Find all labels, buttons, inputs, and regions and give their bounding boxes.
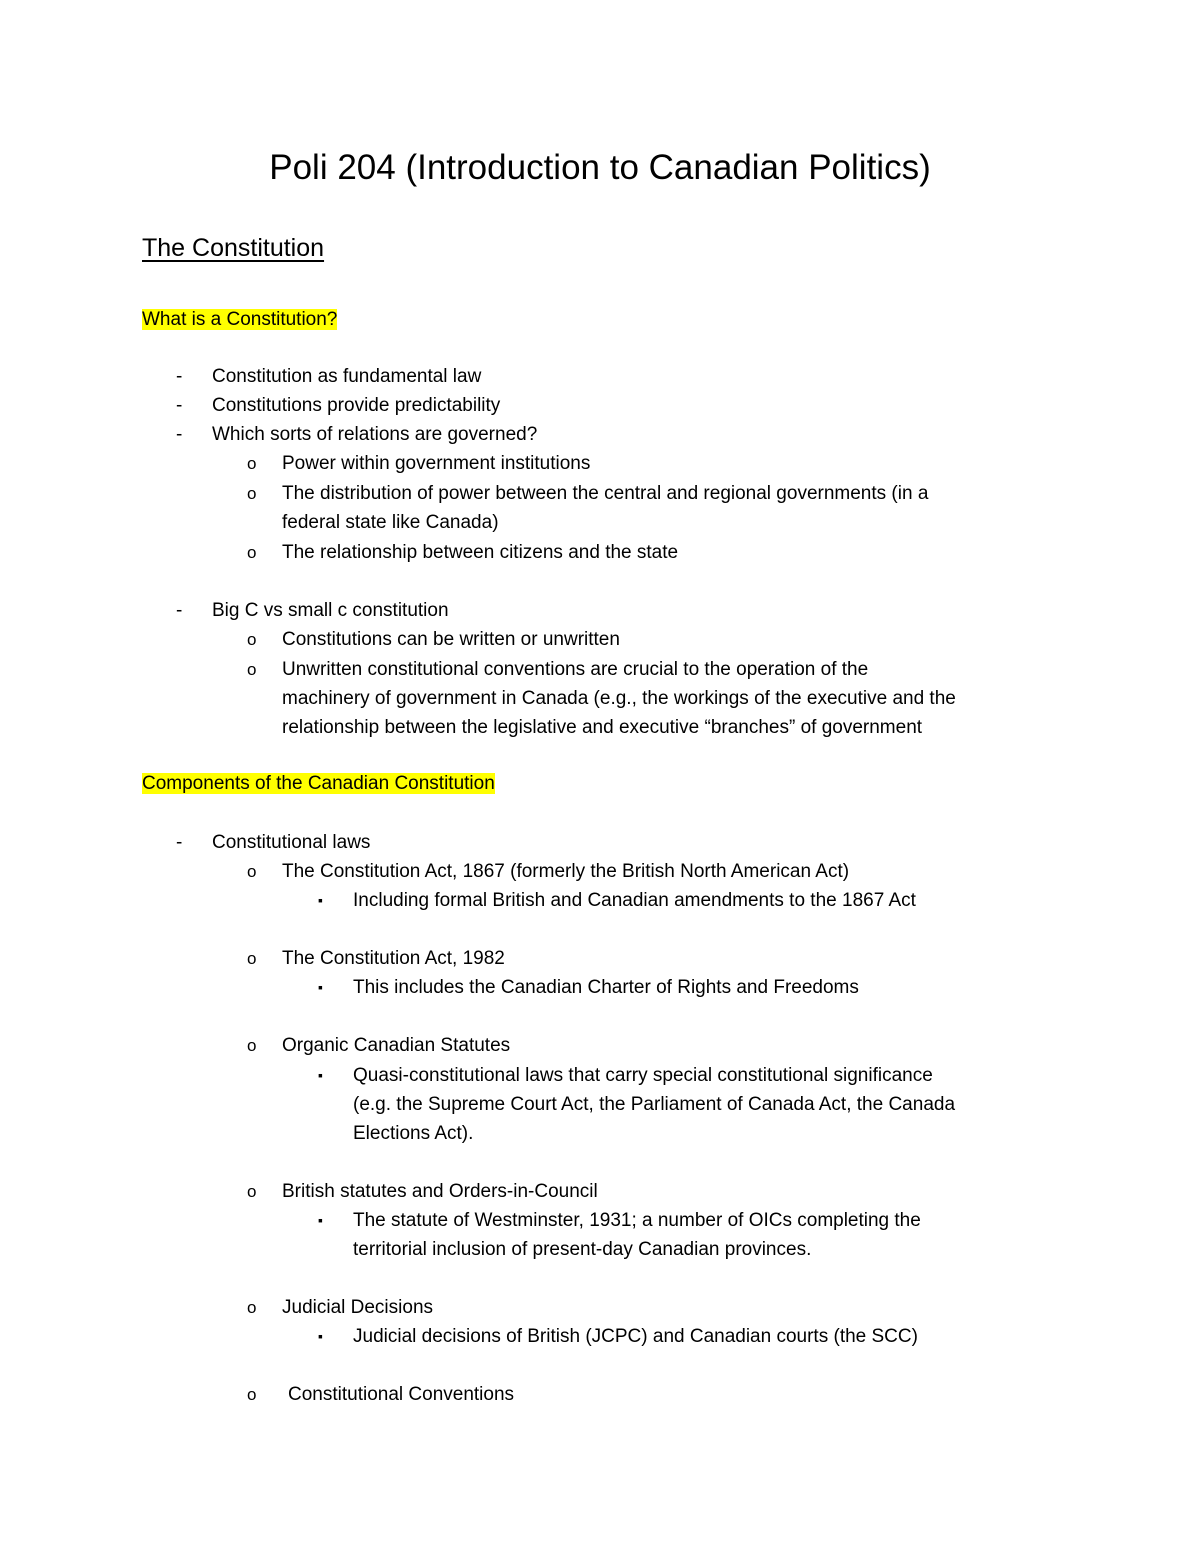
- circle-bullet: o: [247, 543, 257, 562]
- list-item: Quasi-constitutional laws that carry special constitutional significance: [353, 1065, 933, 1086]
- list-item: The Constitution Act, 1867 (formerly the British North American Act): [282, 861, 850, 882]
- circle-bullet: o: [247, 484, 257, 503]
- list-item-continuation: Elections Act).: [353, 1123, 474, 1144]
- list-item: British statutes and Orders-in-Council: [282, 1181, 598, 1202]
- dash-bullet: -: [176, 395, 183, 416]
- list-item-continuation: territorial inclusion of present-day Canadian provinces.: [353, 1239, 812, 1260]
- highlighted-heading-text: Components of the Canadian Constitution: [142, 773, 495, 794]
- list-item: The Constitution Act, 1982: [282, 948, 505, 969]
- subsection-heading-components: [142, 771, 495, 797]
- circle-bullet: o: [247, 454, 257, 473]
- list-item: Organic Canadian Statutes: [282, 1035, 511, 1056]
- list-item: Which sorts of relations are governed?: [212, 424, 538, 445]
- list-item-continuation: machinery of government in Canada (e.g., the workings of the executive and the: [282, 688, 956, 709]
- circle-bullet: o: [247, 1036, 257, 1055]
- dash-bullet: -: [176, 600, 183, 621]
- circle-bullet: o: [247, 949, 257, 968]
- square-bullet: ▪: [318, 979, 323, 995]
- square-bullet: ▪: [318, 1328, 323, 1344]
- list-item: Constitutional Conventions: [288, 1384, 515, 1405]
- subsection-heading-what-is-a-constitution: [142, 307, 337, 333]
- square-bullet: ▪: [318, 1212, 323, 1228]
- list-item: Including formal British and Canadian amendments to the 1867 Act: [353, 890, 916, 911]
- list-item: Constitutions provide predictability: [212, 395, 501, 416]
- list-item: Unwritten constitutional conventions are crucial to the operation of the: [282, 659, 869, 680]
- dash-bullet: -: [176, 832, 183, 853]
- circle-bullet: o: [247, 862, 257, 881]
- circle-bullet: o: [247, 1385, 257, 1404]
- list-item: Constitutional laws: [212, 832, 371, 853]
- list-item: Constitution as fundamental law: [212, 366, 482, 387]
- section-heading-the-constitution: The Constitution: [142, 234, 325, 262]
- highlighted-heading-text: What is a Constitution?: [142, 309, 338, 330]
- dash-bullet: -: [176, 424, 183, 445]
- circle-bullet: o: [247, 1298, 257, 1317]
- circle-bullet: o: [247, 1182, 257, 1201]
- square-bullet: ▪: [318, 892, 323, 908]
- list-item: This includes the Canadian Charter of Rights and Freedoms: [353, 977, 859, 998]
- list-item: Power within government institutions: [282, 453, 591, 474]
- list-item-continuation: relationship between the legislative and executive “branches” of government: [282, 717, 923, 738]
- list-item-continuation: (e.g. the Supreme Court Act, the Parliament of Canada Act, the Canada: [353, 1094, 956, 1115]
- circle-bullet: o: [247, 630, 257, 649]
- list-item: The distribution of power between the central and regional governments (in a: [282, 483, 929, 504]
- square-bullet: ▪: [318, 1067, 323, 1083]
- document-title: Poli 204 (Introduction to Canadian Politics): [269, 148, 931, 187]
- list-item: The statute of Westminster, 1931; a number of OICs completing the: [353, 1210, 921, 1231]
- list-item: Constitutions can be written or unwritten: [282, 629, 620, 650]
- list-item: Judicial Decisions: [282, 1297, 434, 1318]
- list-item: The relationship between citizens and the state: [282, 542, 679, 563]
- list-item: Judicial decisions of British (JCPC) and Canadian courts (the SCC): [353, 1326, 918, 1347]
- list-item: Big C vs small c constitution: [212, 600, 449, 621]
- dash-bullet: -: [176, 366, 183, 387]
- circle-bullet: o: [247, 660, 257, 679]
- list-item-continuation: federal state like Canada): [282, 512, 499, 533]
